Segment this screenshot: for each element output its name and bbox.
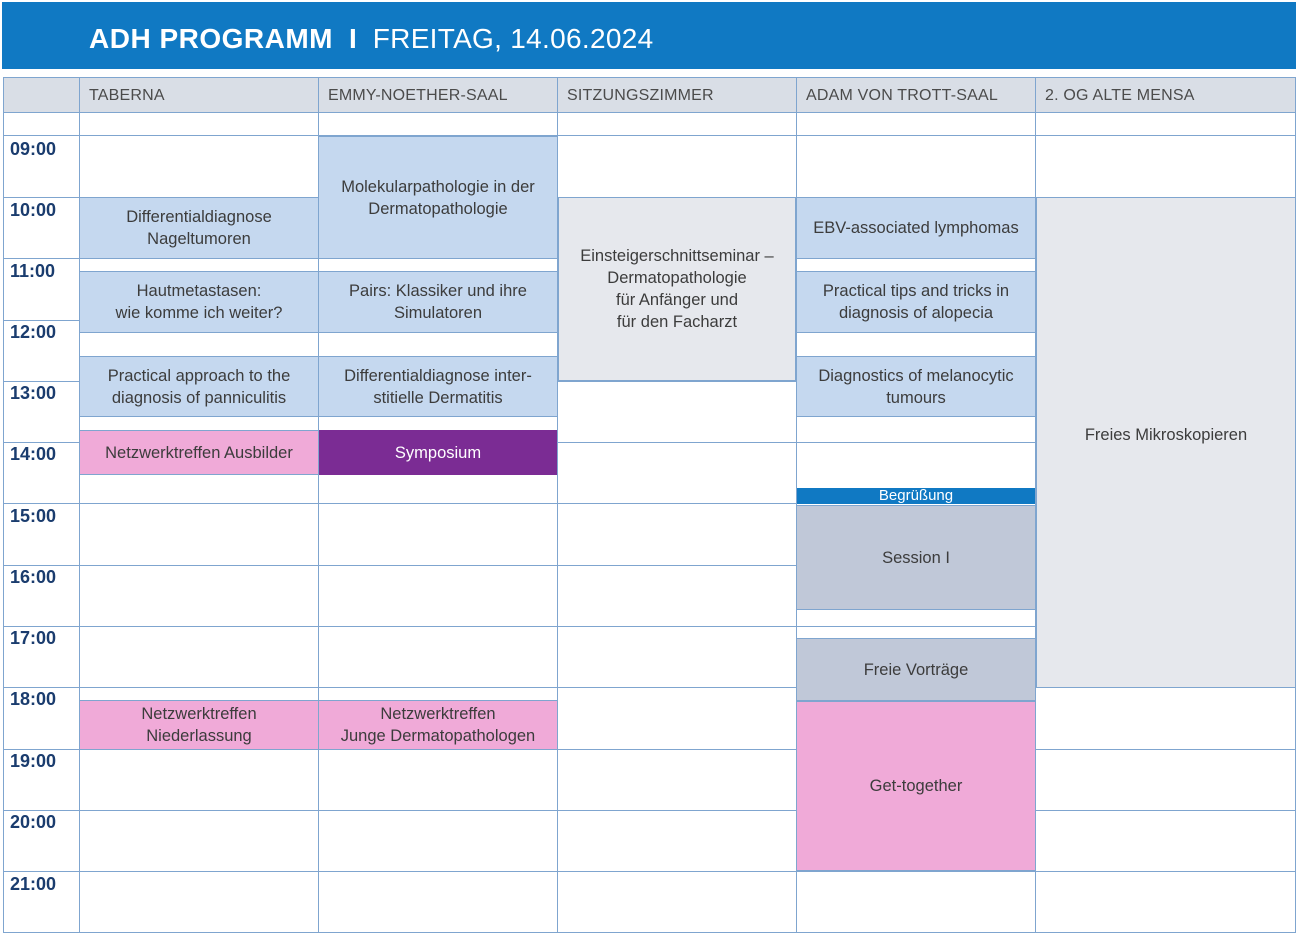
event-get-together[interactable]: Get-together — [797, 701, 1035, 871]
room-header-emmy-noether-saal — [319, 77, 558, 113]
time-label: 17:00 — [10, 628, 57, 648]
event-interstitielle-dermatitis[interactable]: Differentialdiagnose inter- stitielle Dermatitis — [319, 356, 557, 417]
room-header-taberna — [80, 77, 319, 113]
time-label: 14:00 — [10, 444, 57, 464]
room-label: SITZUNGSZIMMER — [567, 87, 714, 104]
grid-line — [3, 932, 1296, 933]
room-label: 2. OG ALTE MENSA — [1045, 87, 1195, 104]
header-title-line — [89, 23, 653, 55]
event-netzwerktreffen-niederlassung[interactable]: Netzwerktreffen Niederlassung — [80, 700, 318, 750]
event-ebv-lymphomas[interactable]: EBV-associated lymphomas — [797, 197, 1035, 259]
event-netzwerktreffen-ausbilder[interactable]: Netzwerktreffen Ausbilder — [80, 430, 318, 475]
time-label: 13:00 — [10, 383, 57, 403]
room-label: TABERNA — [89, 87, 165, 104]
room-header-adam-von-trott-saal — [797, 77, 1036, 113]
event-panniculitis[interactable]: Practical approach to the diagnosis of panniculitis — [80, 356, 318, 417]
event-session-1[interactable]: Session I — [797, 505, 1035, 610]
event-melanocytic-tumours[interactable]: Diagnostics of melanocytic tumours — [797, 356, 1035, 417]
grid-line — [3, 810, 1296, 811]
event-hautmetastasen[interactable]: Hautmetastasen: wie komme ich weiter? — [80, 271, 318, 333]
time-label: 18:00 — [10, 689, 57, 709]
event-symposium[interactable]: Symposium — [319, 430, 557, 475]
time-label: 11:00 — [10, 261, 56, 281]
time-column-header — [3, 77, 80, 113]
program-header — [2, 2, 1296, 69]
time-label: 19:00 — [10, 751, 57, 771]
event-begruessung[interactable]: Begrüßung — [797, 488, 1035, 504]
time-label: 12:00 — [10, 322, 57, 342]
event-differentialdiagnose-nageltumoren[interactable]: Differentialdiagnose Nageltumoren — [80, 197, 318, 259]
event-molekularpathologie[interactable]: Molekularpathologie in der Dermatopathologie — [319, 136, 557, 259]
event-netzwerktreffen-junge-dermatopathologen[interactable]: Netzwerktreffen Junge Dermatopathologen — [319, 700, 557, 750]
event-pairs-klassiker[interactable]: Pairs: Klassiker und ihre Simulatoren — [319, 271, 557, 333]
event-alopecia[interactable]: Practical tips and tricks in diagnosis of alopecia — [797, 271, 1035, 333]
time-label: 09:00 — [10, 139, 57, 159]
title-separator: I — [349, 23, 357, 54]
time-label: 16:00 — [10, 567, 57, 587]
program-title: ADH PROGRAMM — [89, 23, 333, 54]
room-header-sitzungszimmer — [558, 77, 797, 113]
program-date: FREITAG, 14.06.2024 — [372, 23, 654, 54]
room-label: ADAM VON TROTT-SAAL — [806, 87, 998, 104]
time-label: 20:00 — [10, 812, 57, 832]
grid-line — [3, 871, 1296, 872]
event-freies-mikroskopieren[interactable]: Freies Mikroskopieren — [1036, 197, 1296, 688]
time-label: 10:00 — [10, 200, 57, 220]
room-header-alte-mensa — [1036, 77, 1296, 113]
event-freie-vortraege[interactable]: Freie Vorträge — [797, 638, 1035, 701]
time-label: 15:00 — [10, 506, 57, 526]
event-einsteigerschnittseminar[interactable]: Einsteigerschnittseminar – Dermatopathologie für Anfänger und für den Facharzt — [558, 197, 796, 381]
grid-line — [3, 135, 1296, 136]
room-label: EMMY-NOETHER-SAAL — [328, 87, 508, 104]
time-label: 21:00 — [10, 874, 57, 894]
schedule-grid — [3, 77, 1296, 933]
